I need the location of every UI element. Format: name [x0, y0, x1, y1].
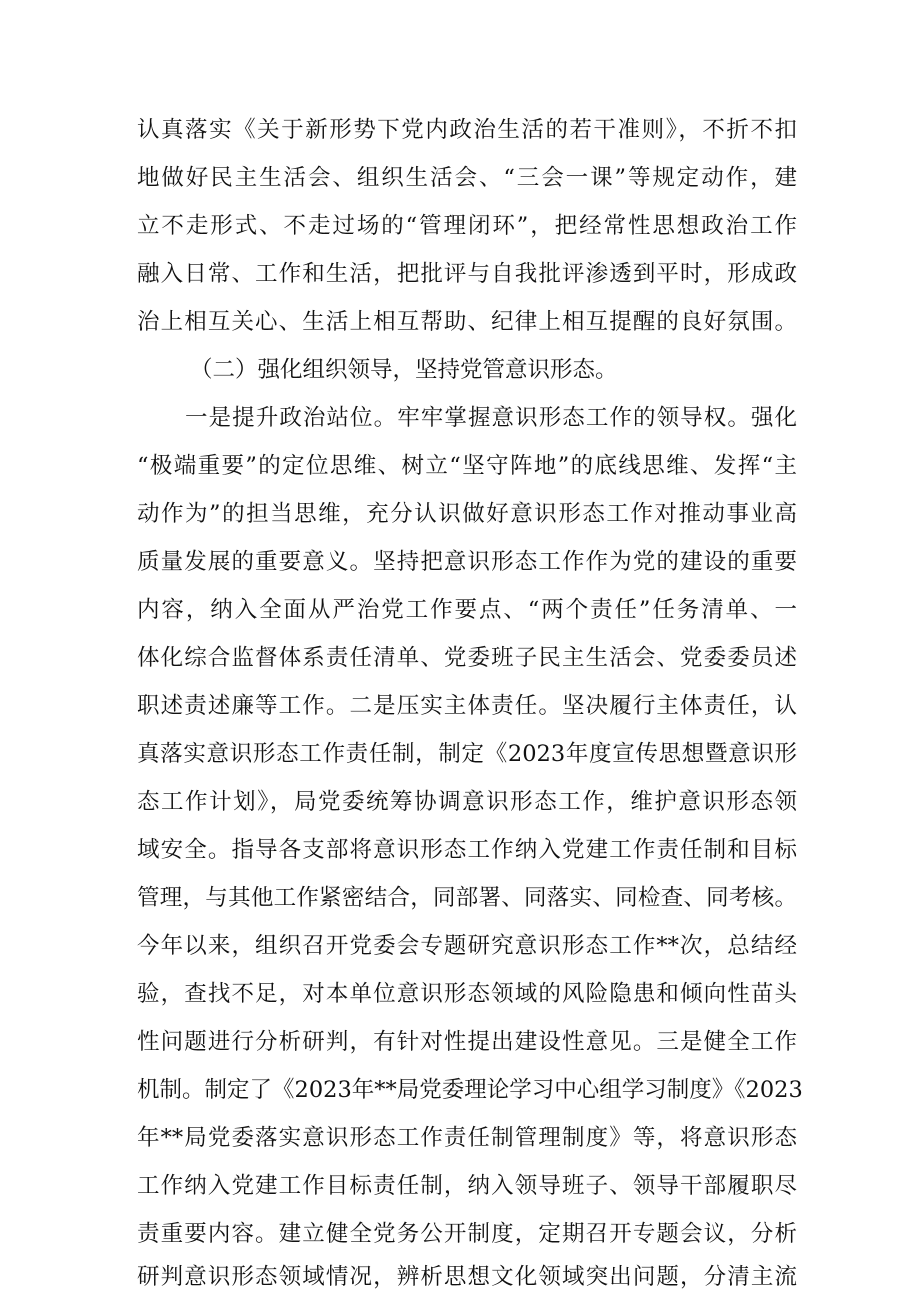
- text-line-19: 验，查找不足，对本单位意识形态领域的风险隐患和倾向性苗头: [137, 981, 797, 1007]
- text-line-13: 职述责述廉等工作。二是压实主体责任。坚决履行主体责任，认: [137, 693, 797, 719]
- text-line-17: 管理，与其他工作紧密结合，同部署、同落实、同检查、同考核。: [137, 885, 797, 911]
- text-line-9: 动作为”的担当思维，充分认识做好意识形态工作对推动事业高: [137, 501, 797, 527]
- text-line-20: 性问题进行分析研判，有针对性提出建设性意见。三是健全工作: [137, 1029, 797, 1055]
- text-line-4: 融入日常、工作和生活，把批评与自我批评渗透到平时，形成政: [137, 261, 797, 287]
- section-heading: （二）强化组织领导，坚持党管意识形态。: [190, 357, 618, 383]
- text-line-23: 工作纳入党建工作目标责任制，纳入领导班子、领导干部履职尽: [137, 1173, 797, 1199]
- text-line-8: “极端重要”的定位思维、树立“坚守阵地”的底线思维、发挥“主: [137, 453, 797, 479]
- text-line-12: 体化综合监督体系责任清单、党委班子民主生活会、党委委员述: [137, 645, 797, 671]
- text-line-5: 治上相互关心、生活上相互帮助、纪律上相互提醒的良好氛围。: [137, 309, 797, 335]
- text-line-18: 今年以来，组织召开党委会专题研究意识形态工作**次，总结经: [137, 933, 797, 959]
- text-line-10: 质量发展的重要意义。坚持把意识形态工作作为党的建设的重要: [137, 549, 797, 575]
- text-line-11: 内容，纳入全面从严治党工作要点、“两个责任”任务清单、一: [137, 597, 797, 623]
- text-line-1: 认真落实《关于新形势下党内政治生活的若干准则》，不折不扣: [137, 117, 797, 143]
- text-line-21: 机制。制定了《2023年**局党委理论学习中心组学习制度》《2023: [137, 1077, 803, 1103]
- text-line-22: 年**局党委落实意识形态工作责任制管理制度》等，将意识形态: [137, 1125, 797, 1151]
- text-line-3: 立不走形式、不走过场的“管理闭环”，把经常性思想政治工作: [137, 213, 797, 239]
- text-line-14: 真落实意识形态工作责任制，制定《2023年度宣传思想暨意识形: [137, 741, 797, 767]
- text-line-16: 域安全。指导各支部将意识形态工作纳入党建工作责任制和目标: [137, 837, 797, 863]
- text-line-2: 地做好民主生活会、组织生活会、“三会一课”等规定动作，建: [137, 165, 797, 191]
- text-line-7: 一是提升政治站位。牢牢掌握意识形态工作的领导权。强化: [185, 405, 797, 431]
- text-line-25: 研判意识形态领域情况，辨析思想文化领域突出问题，分清主流: [137, 1264, 797, 1290]
- text-line-24: 责重要内容。建立健全党务公开制度，定期召开专题会议，分析: [137, 1221, 797, 1247]
- text-line-15: 态工作计划》，局党委统筹协调意识形态工作，维护意识形态领: [137, 789, 797, 815]
